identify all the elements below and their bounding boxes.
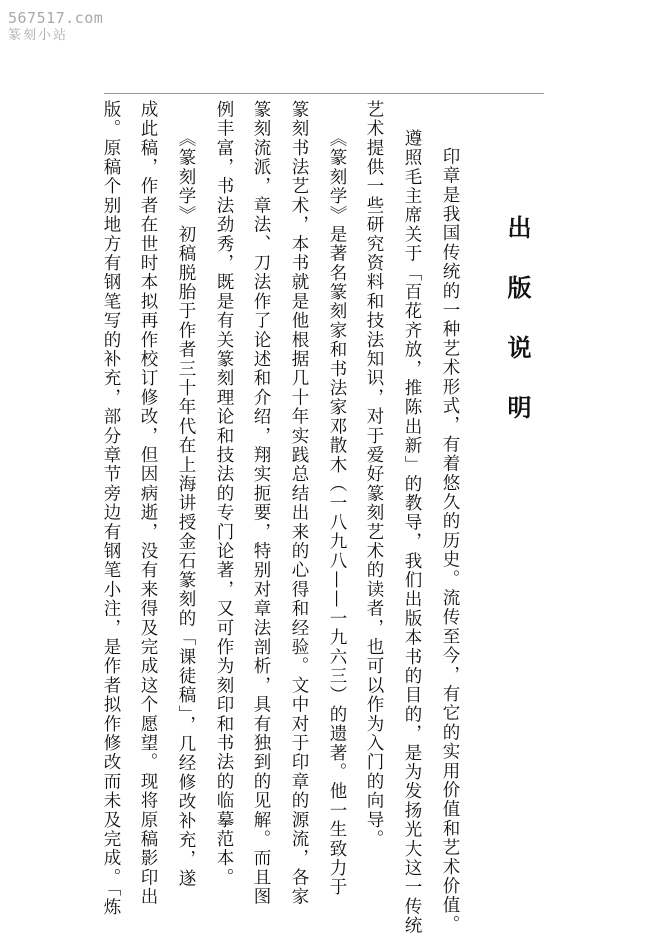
watermark-site: 567517.com (8, 9, 104, 27)
text-column: 印章是我国传统的一种艺术形式，有着悠久的历史。流传至今，有它的实用价值和艺术价值。 (440, 147, 460, 935)
text-column: 篆刻书法艺术，本书就是他根据几十年实践总结出来的心得和经验。文中对于印章的源流，各家 (289, 100, 309, 907)
page-title: 出版说明 (503, 215, 532, 455)
header-rule (104, 93, 544, 94)
text-column: 《篆刻学》是著名篆刻家和书法家邓散木（一八九八——一九六三）的遗著。他一生致力于 (327, 129, 347, 897)
text-column: 成此稿，作者在世时本拟再作校订修改，但因病逝，没有来得及完成这个愿望。现将原稿影印出 (138, 100, 158, 907)
watermark (8, 10, 103, 44)
text-column: 艺术提供一些研究资料和技法知识，对于爱好篆刻艺术的读者，也可以作为入门的向导。 (364, 100, 384, 849)
text-column: 篆刻流派，章法、刀法作了论述和介绍，翔实扼要，特别对章法剖析，具有独到的见解。而且图 (251, 100, 271, 907)
watermark-name: 篆刻小站 (8, 28, 69, 43)
text-column: 遵照毛主席关于「百花齐放，推陈出新」的教导，我们出版本书的目的，是为发扬光大这一传统 (402, 129, 422, 935)
text-column: 例丰富，书法劲秀，既是有关篆刻理论和技法的专门论著，又可作为刻印和书法的临摹范本。 (214, 100, 234, 888)
text-column: 《篆刻学》初稿脱胎于作者三十年代在上海讲授金石篆刻的「课徒稿」，几经修改补充，遂 (176, 129, 196, 889)
text-column: 版。原稿个别地方有钢笔写的补充，部分章节旁边有钢笔小注，是作者拟作修改而未及完成。「炼 (101, 100, 121, 917)
